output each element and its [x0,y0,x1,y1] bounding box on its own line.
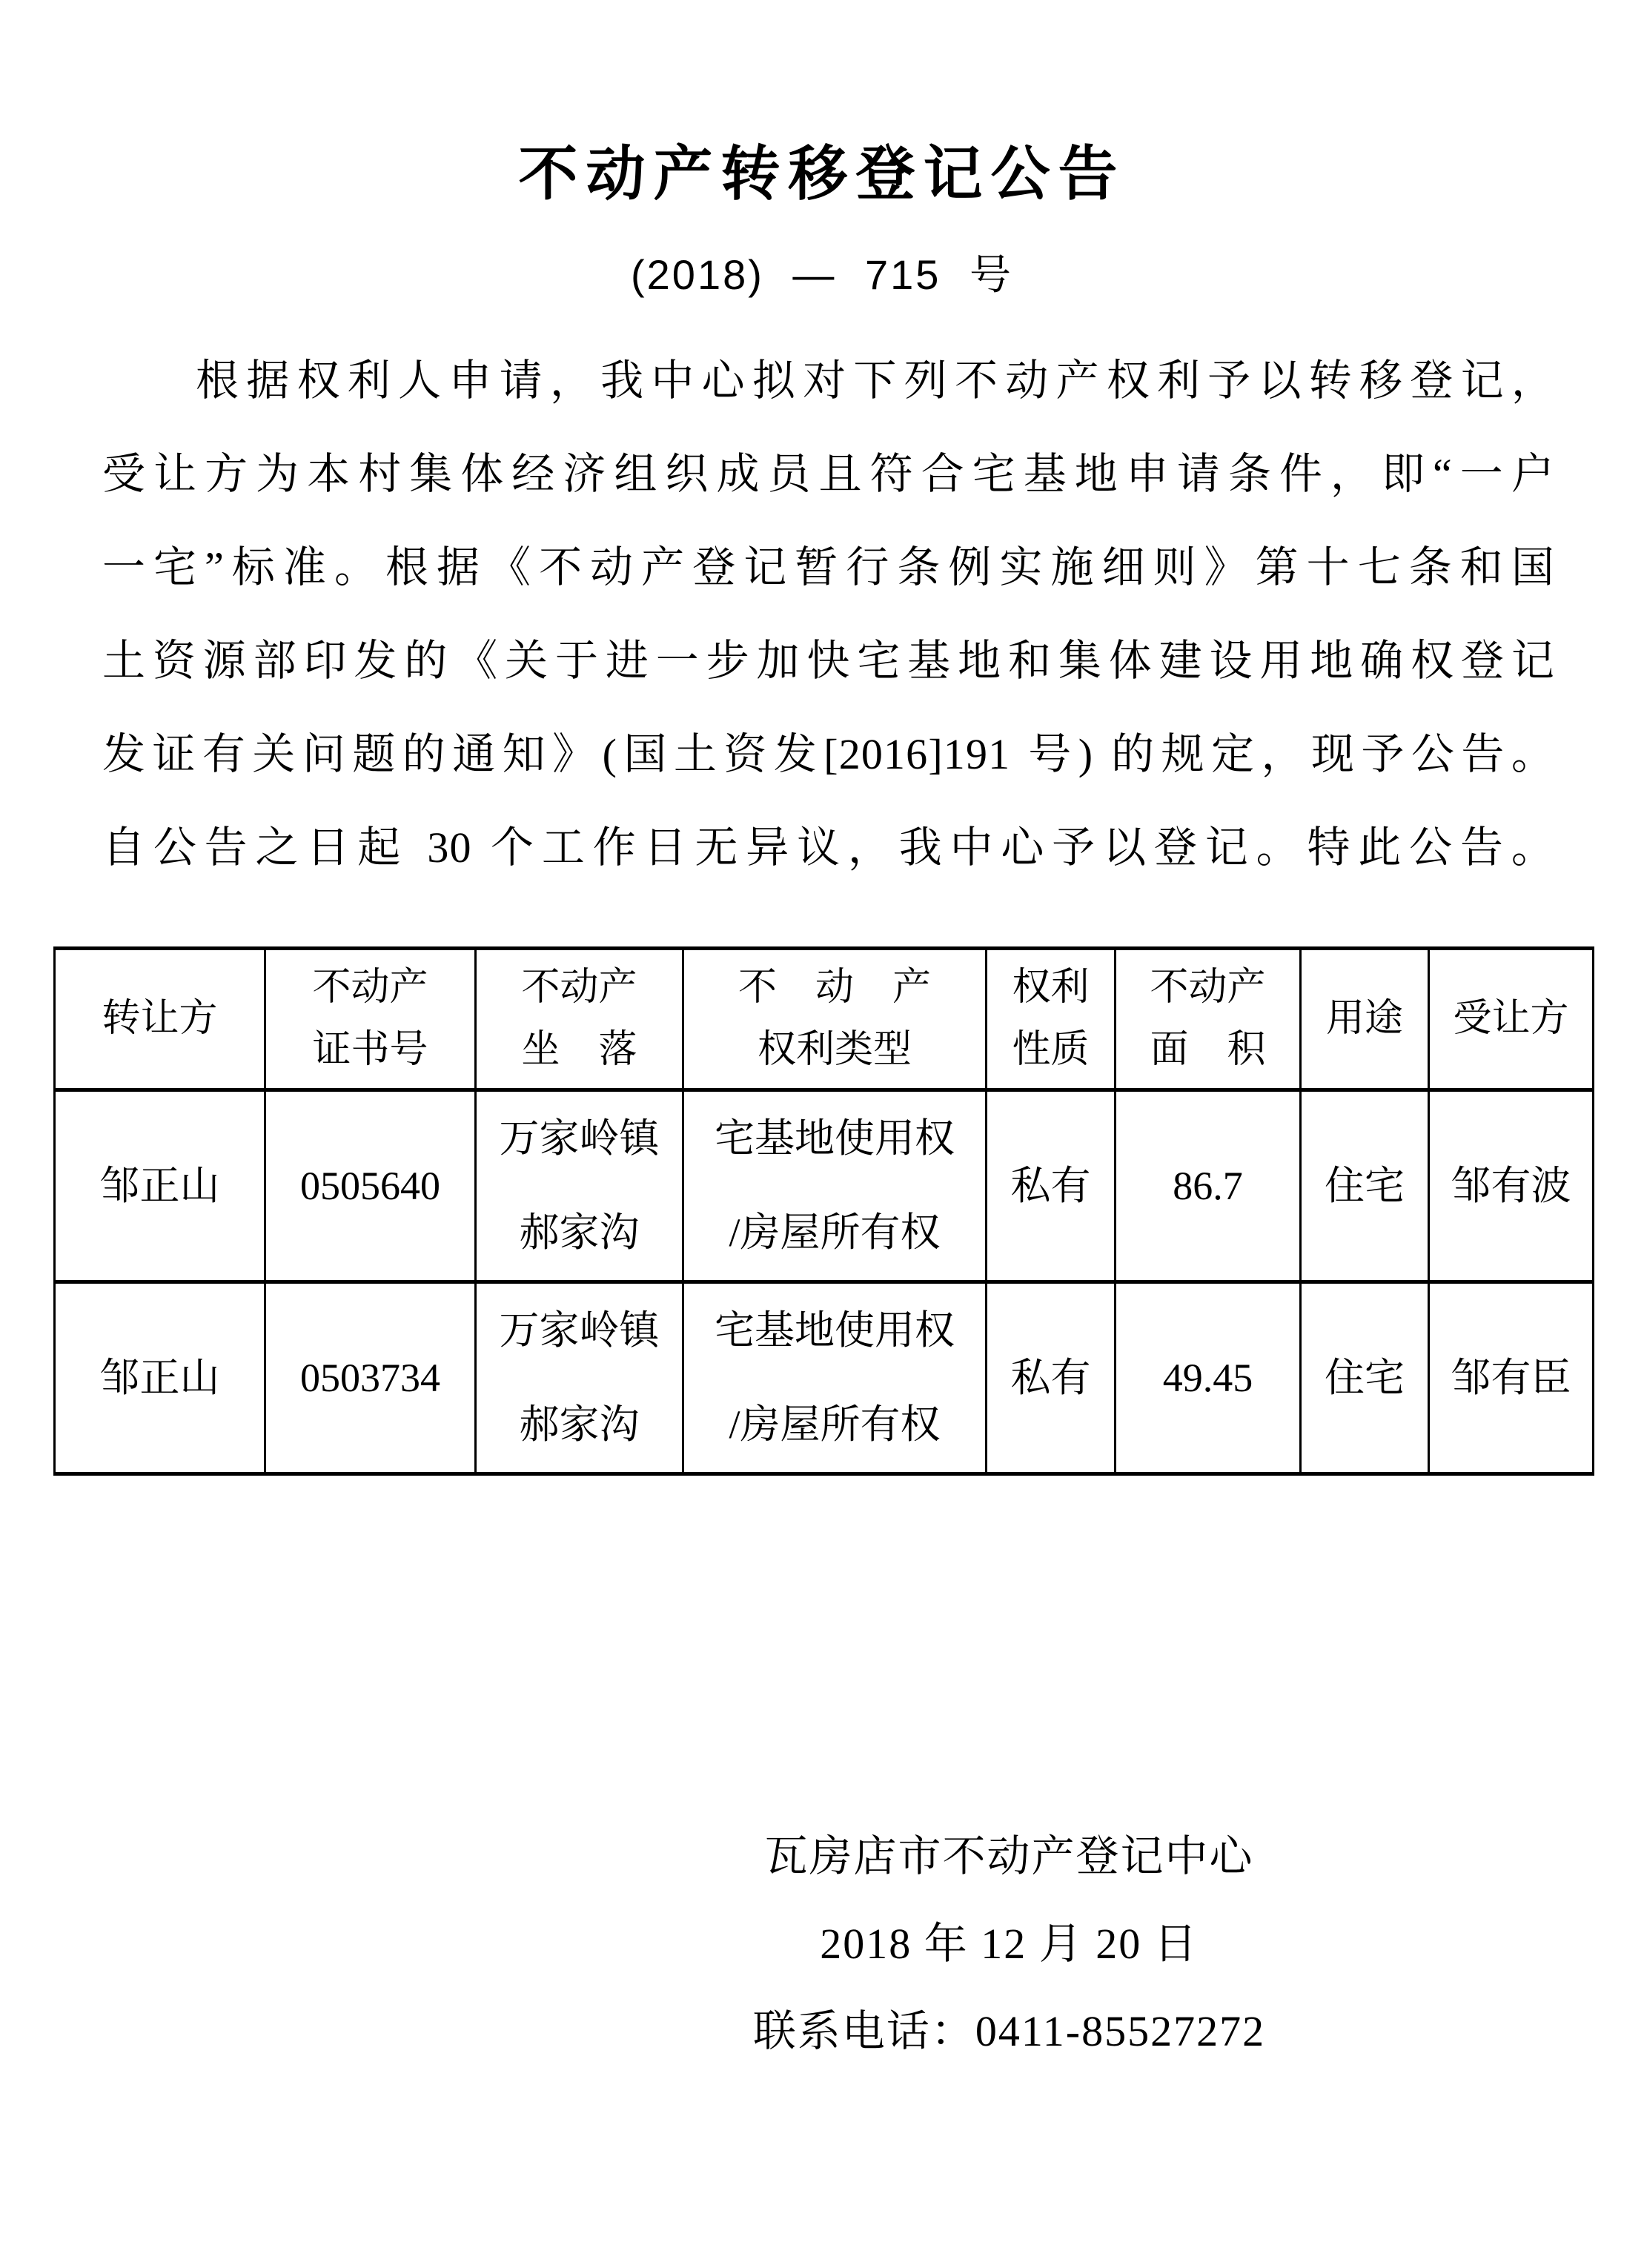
cell-line: /房屋所有权 [729,1402,941,1447]
body-line: 自公告之日起 30 个工作日无异议，我中心予以登记。特此公告。 [102,823,1555,872]
cell-line: 住宅 [1325,1355,1405,1400]
cell-area [1116,1090,1301,1282]
cell-certificate-number [265,1090,476,1282]
header-line: 不动产 [1150,966,1266,1009]
cell-line: 万家岭镇 [499,1116,660,1161]
body-line: 根据权利人申请，我中心拟对下列不动产权利予以转移登记， [196,357,1555,405]
header-line: 权利 [1012,966,1090,1009]
table-row [55,1090,1594,1282]
header-line: 受让方 [1453,998,1569,1040]
header-transferor [55,949,265,1090]
doc-number: (2018) — 715 号 [631,251,1013,298]
header-line: 面 积 [1150,1029,1266,1071]
table-row [55,1282,1594,1474]
cell-line: 86.7 [1173,1163,1243,1208]
header-certificate-number [265,949,476,1090]
header-line: 坐 落 [521,1029,637,1071]
cell-right-nature [987,1282,1116,1474]
cell-line: 私有 [1010,1355,1091,1400]
header-line: 转让方 [102,998,218,1040]
cell-line: 郝家沟 [519,1402,640,1447]
header-area [1116,949,1301,1090]
cell-line: 0503734 [300,1355,440,1400]
cell-line: 邹正山 [99,1163,220,1208]
header-line: 证书号 [312,1029,428,1071]
issue-date: 2018 年 12 月 20 日 [820,1920,1199,1968]
cell-line: 0505640 [300,1163,440,1208]
property-transfer-table [53,946,1594,1476]
cell-line: /房屋所有权 [729,1210,941,1255]
cell-line: 私有 [1010,1163,1091,1208]
cell-area [1116,1282,1301,1474]
body-line: 发证有关问题的通知》(国土资发[2016]191 号) 的规定，现予公告。 [102,730,1555,778]
cell-transferee [1429,1090,1594,1282]
header-line: 不 动 产 [738,966,931,1009]
header-line: 性质 [1012,1029,1090,1071]
body-line: 土资源部印发的《关于进一步加快宅基地和集体建设用地确权登记 [102,637,1555,685]
page-title: 不动产转移登记公告 [518,141,1126,207]
cell-line: 郝家沟 [519,1210,640,1255]
header-line: 不动产 [521,966,637,1009]
cell-transferor [55,1282,265,1474]
cell-line: 宅基地使用权 [715,1116,955,1161]
cell-usage [1301,1090,1429,1282]
header-usage [1301,949,1429,1090]
cell-line: 邹有臣 [1451,1355,1571,1400]
cell-right-type [683,1090,987,1282]
header-transferee [1429,949,1594,1090]
header-right-nature [987,949,1116,1090]
header-line: 不动产 [312,966,428,1009]
issuing-organization: 瓦房店市不动产登记中心 [764,1832,1254,1880]
cell-certificate-number [265,1282,476,1474]
cell-line: 宅基地使用权 [715,1308,955,1353]
signature-block [0,1813,1644,2075]
header-line: 用途 [1325,998,1403,1040]
cell-line: 邹有波 [1451,1163,1571,1208]
cell-line: 万家岭镇 [499,1308,660,1353]
cell-location [476,1090,683,1282]
cell-line: 邹正山 [99,1355,220,1400]
cell-right-nature [987,1090,1116,1282]
cell-usage [1301,1282,1429,1474]
contact-phone: 联系电话：0411-85527272 [752,2007,1266,2055]
header-location [476,949,683,1090]
header-line: 权利类型 [757,1029,912,1071]
table-header-row [55,949,1594,1090]
cell-right-type [683,1282,987,1474]
body-line: 受让方为本村集体经济组织成员且符合宅基地申请条件，即“一户 [102,450,1555,498]
announcement-body [0,334,1644,895]
cell-transferor [55,1090,265,1282]
body-line: 一宅”标准。根据《不动产登记暂行条例实施细则》第十七条和国 [102,543,1555,591]
header-right-type [683,949,987,1090]
cell-line: 49.45 [1162,1355,1253,1400]
cell-line: 住宅 [1325,1163,1405,1208]
cell-transferee [1429,1282,1594,1474]
cell-location [476,1282,683,1474]
